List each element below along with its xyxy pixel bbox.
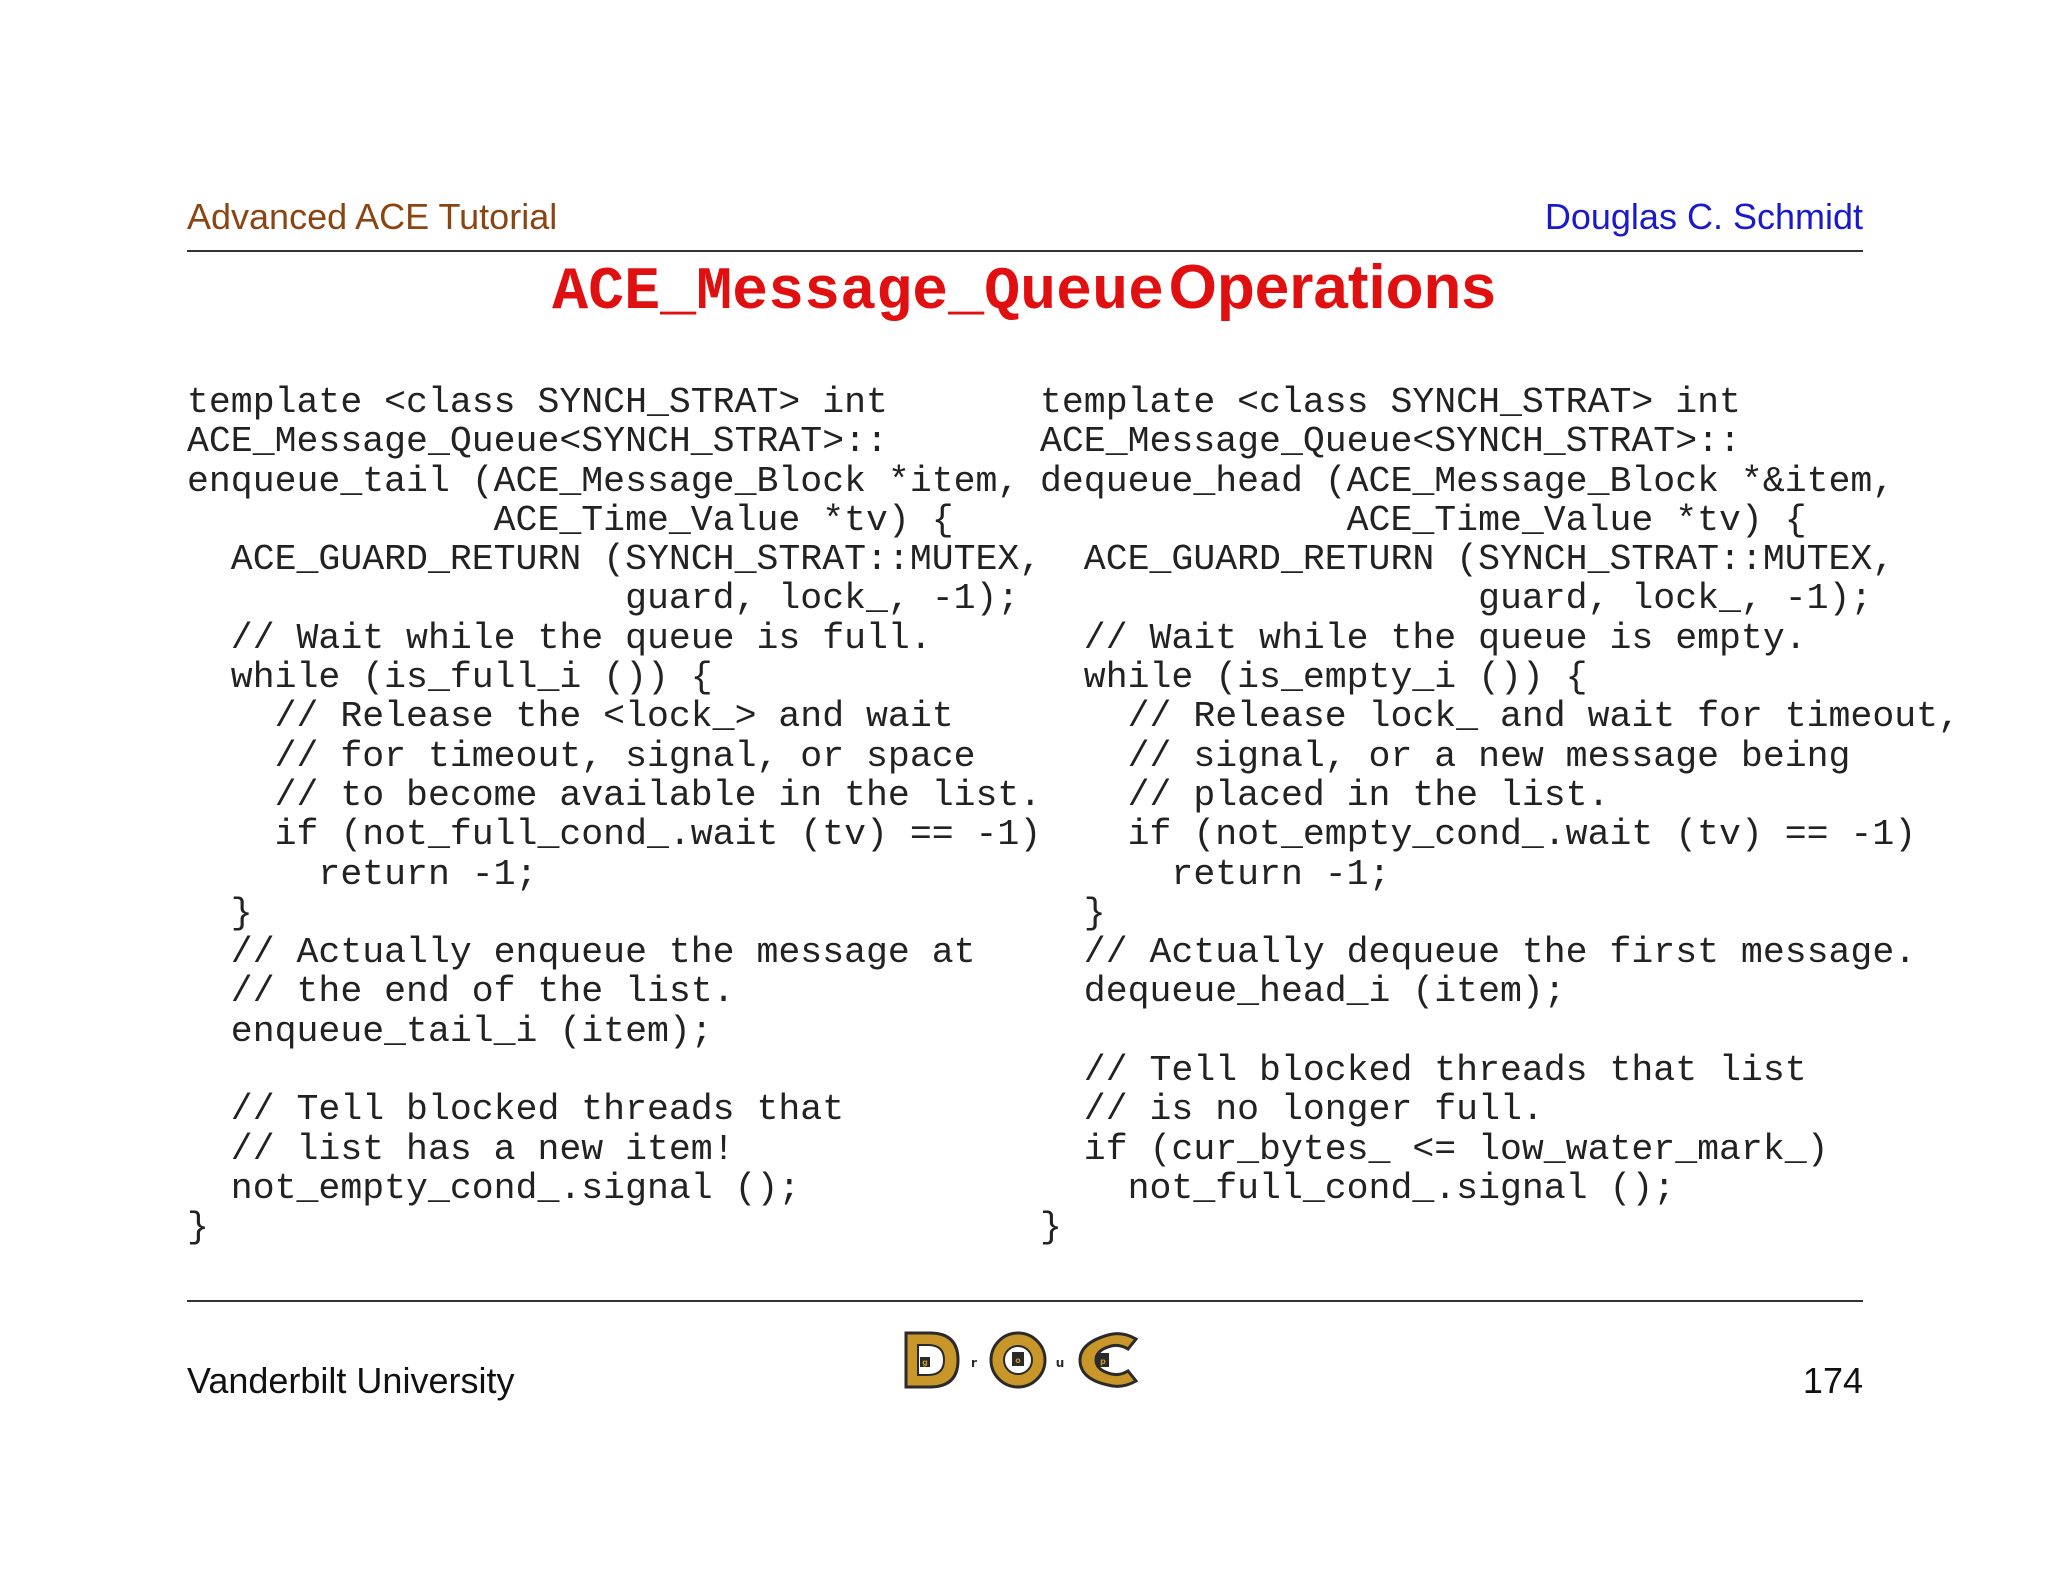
logo-d-letter	[906, 1333, 958, 1387]
header-course-title: Advanced ACE Tutorial	[187, 196, 558, 237]
svg-text:o: o	[1015, 1356, 1021, 1365]
bottom-divider	[187, 1300, 1863, 1302]
svg-text:p: p	[1100, 1357, 1106, 1366]
logo-small-u: u	[1055, 1356, 1065, 1370]
slide-title-text: Operations	[1168, 253, 1496, 322]
header-author: Douglas C. Schmidt	[1544, 196, 1863, 237]
slide-title	[0, 252, 2048, 327]
logo-c-letter	[1080, 1334, 1136, 1387]
page-number: 174	[1802, 1360, 1863, 1401]
logo-o-letter	[991, 1333, 1045, 1387]
code-block-enqueue-tail: template <class SYNCH_STRAT> int ACE_Message_Queue<SYNCH_STRAT>:: enqueue_tail (ACE_Message_Block *item, ACE_Time_Value *tv) { ACE_GUARD_RETURN (SYNCH_STRAT::MUTEX, guard, lock_, -1); // Wait while the queue is full. while (is_full_i ()) { // Release the <lock_> and wait // for timeout, signal, or space // to become available in the list. if (not_full_cond_.wait (tv) == -1) return -1; } // Actually enqueue the message at // the end of the list. enqueue_tail_i (item); // Tell blocked threads that // list has a new item! not_empty_cond_.signal (); }	[187, 382, 1042, 1249]
svg-text:g: g	[922, 1358, 928, 1367]
footer-institution: Vanderbilt University	[187, 1360, 515, 1401]
slide-title-code: ACE_Message_Queue	[552, 259, 1165, 327]
logo-small-r: r	[971, 1356, 977, 1370]
code-block-dequeue-head: template <class SYNCH_STRAT> int ACE_Message_Queue<SYNCH_STRAT>:: dequeue_head (ACE_Message_Block *&item, ACE_Time_Value *tv) { ACE_GUARD_RETURN (SYNCH_STRAT::MUTEX, guard, lock_, -1); // Wait while the queue is empty. while (is_empty_i ()) { // Release lock_ and wait for timeout, // signal, or a new message being // placed in the list. if (not_empty_cond_.wait (tv) == -1) return -1; } // Actually dequeue the first message. dequeue_head_i (item); // Tell blocked threads that list // is no longer full. if (cur_bytes_ <= low_water_mark_) not_full_cond_.signal (); }	[1040, 382, 1960, 1249]
doc-group-logo	[900, 1325, 1150, 1395]
